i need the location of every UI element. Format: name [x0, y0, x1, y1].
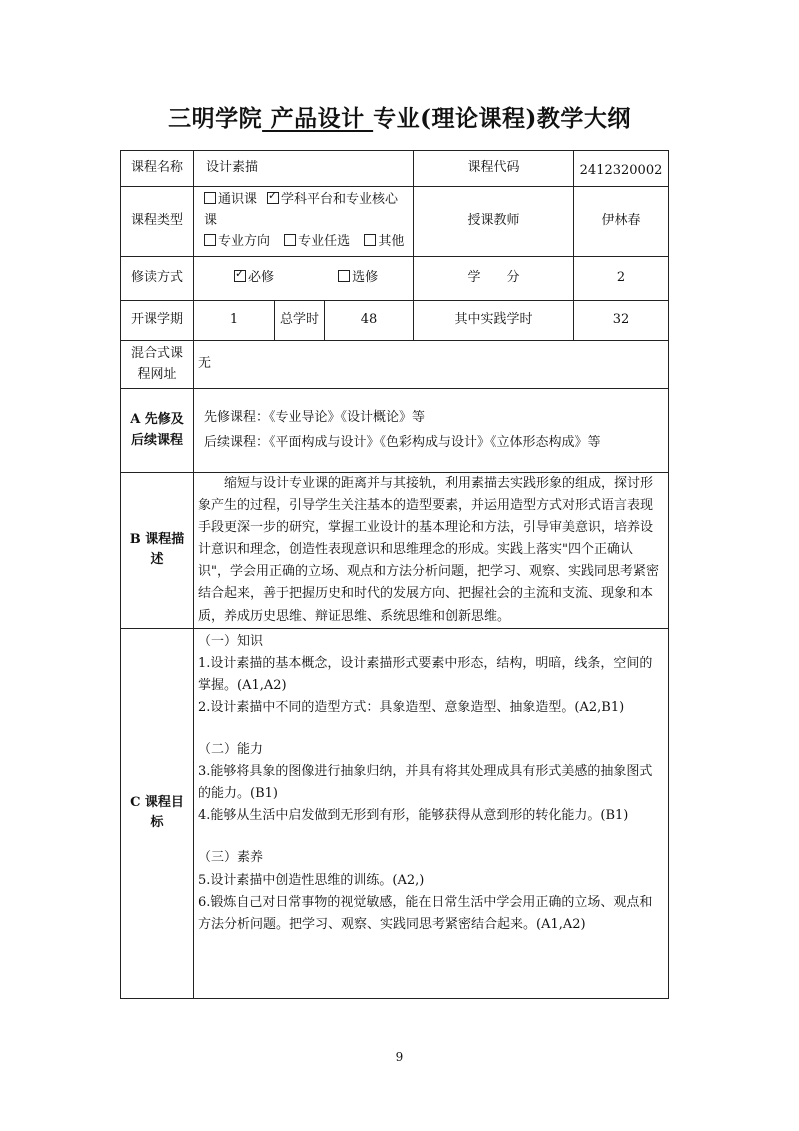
total-hours-value: 48 [325, 301, 414, 341]
row-blended-url [121, 341, 669, 389]
course-code-label: 课程代码 [414, 151, 574, 187]
option-elective-label: 专业任选 [298, 233, 351, 249]
section-a-label: A 先修及后续课程 [121, 389, 194, 473]
practice-hours-label: 其中实践学时 [414, 301, 574, 341]
credit-value: 2 [574, 257, 669, 301]
followup-courses: 后续课程：《平面构成与设计》《色彩构成与设计》《立体形态构成》等 [204, 434, 601, 450]
section-b-content [194, 473, 669, 629]
course-code-value: 2412320002 [574, 151, 669, 187]
checkbox-general [204, 192, 216, 204]
checkbox-required-checked [234, 270, 246, 282]
checkbox-direction [204, 234, 216, 246]
course-description: 缩短与设计专业课的距离并与其接轨，利用素描去实践形象的组成，探讨形象产生的过程，引导学生关注基本的造型要素，并运用造型方式对形式语言表现手段更深一步的研究，掌握工业设计的基本理论和方法，引导审美意识，培养设计意识和理念，创造性表现意识和思维理念的形成。实践上落实"四个正确认识"，学会用正确的立场、观点和方法分析问题，把学习、观察、实践同思考紧密结合起来，善于把握历史和时代的发展方向、把握社会的主流和支流、现象和本质，养成历史思维、辩证思维、系统思维和创新思维。 [198, 476, 659, 624]
option-direction [204, 234, 270, 249]
row-semester [121, 301, 669, 341]
total-hours-label: 总学时 [275, 301, 325, 341]
course-name-label: 课程名称 [121, 151, 194, 187]
objective-item-6: 6.锻炼自己对日常事物的视觉敏感，能在日常生活中学会用正确的立场、观点和方法分析问题。把学习、观察、实践同思考紧密结合起来。(A1,A2) [198, 894, 653, 932]
option-required-label: 必修 [248, 270, 275, 286]
credit-label: 学 分 [414, 257, 574, 301]
course-type-label: 课程类型 [121, 187, 194, 257]
option-elective [284, 234, 350, 249]
study-mode-label: 修读方式 [121, 257, 194, 301]
checkbox-elective [284, 234, 296, 246]
teacher-value: 伊林春 [574, 187, 669, 257]
row-course-name [121, 151, 669, 187]
semester-value: 1 [194, 301, 275, 341]
course-type-options [194, 187, 414, 257]
title-suffix: 专业(理论课程)教学大纲 [373, 105, 631, 132]
option-required [234, 270, 274, 285]
option-other [364, 234, 404, 249]
row-section-c [121, 628, 669, 998]
section-c-label: C 课程目标 [121, 628, 194, 998]
syllabus-table [120, 150, 669, 999]
page-number: 9 [395, 1050, 404, 1064]
row-course-type [121, 187, 669, 257]
row-section-a [121, 389, 669, 473]
teacher-label: 授课教师 [414, 187, 574, 257]
option-optional [338, 270, 378, 285]
checkbox-other [364, 234, 376, 246]
checkbox-optional [338, 270, 350, 282]
objective-item-1: 1.设计素描的基本概念，设计素描形式要素中形态，结构，明暗，线条，空间的掌握。(A1,A2) [198, 655, 653, 693]
spacer [198, 827, 664, 847]
option-other-label: 其他 [378, 233, 405, 249]
row-section-b [121, 473, 669, 629]
option-general [204, 192, 257, 207]
document-title [0, 100, 799, 133]
option-general-label: 通识课 [218, 192, 258, 208]
blended-url-label: 混合式课程网址 [121, 341, 194, 389]
option-optional-label: 选修 [352, 270, 379, 286]
blended-url-value: 无 [194, 341, 669, 389]
title-prefix: 三明学院 [168, 105, 263, 132]
objective-item-3: 3.能够将具象的图像进行抽象归纳，并具有将其处理成具有形式美感的抽象图式的能力。(B1) [198, 764, 653, 802]
checkbox-platform-checked [267, 192, 279, 204]
literacy-heading: （三）素养 [198, 850, 264, 866]
study-mode-options [194, 257, 414, 301]
objective-item-4: 4.能够从生活中启发做到无形到有形，能够获得从意到形的转化能力。(B1) [198, 808, 629, 824]
prereq-courses: 先修课程：《专业导论》《设计概论》等 [204, 409, 426, 425]
practice-hours-value: 32 [574, 301, 669, 341]
ability-heading: （二）能力 [198, 742, 264, 758]
section-a-content [194, 389, 669, 473]
section-c-content [194, 628, 669, 998]
semester-label: 开课学期 [121, 301, 194, 341]
spacer [198, 719, 664, 739]
option-platform-label: 学科平台和专业核心课 [204, 192, 399, 229]
title-major: 产品设计 [262, 105, 374, 132]
objective-item-5: 5.设计素描中创造性思维的训练。(A2,) [198, 872, 425, 888]
option-direction-label: 专业方向 [218, 233, 271, 249]
section-b-label: B 课程描述 [121, 473, 194, 629]
row-study-mode [121, 257, 669, 301]
knowledge-heading: （一）知识 [198, 633, 264, 649]
objective-item-2: 2.设计素描中不同的造型方式：具象造型、意象造型、抽象造型。(A2,B1) [198, 699, 625, 715]
course-name-value: 设计素描 [194, 151, 414, 187]
